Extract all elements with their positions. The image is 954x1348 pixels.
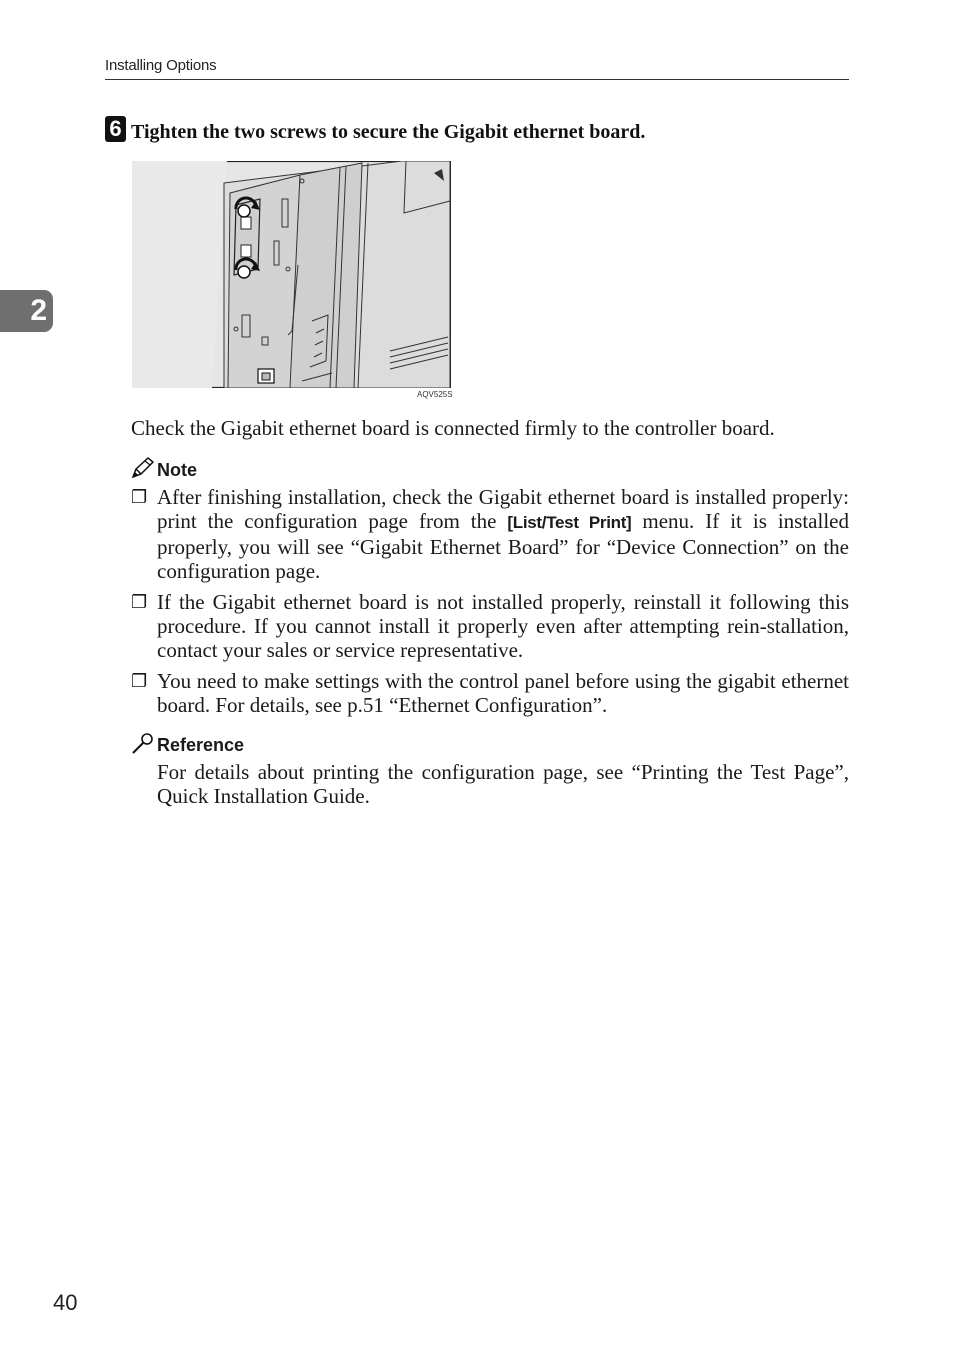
note-list	[131, 485, 849, 724]
checkbox-bullet-icon: ❐	[131, 487, 148, 507]
body-paragraph: Check the Gigabit ethernet board is connected firmly to the controller board.	[131, 416, 775, 440]
figure-code: AQV525S	[417, 390, 453, 399]
header-rule	[105, 79, 849, 80]
reference-text: For details about printing the configuration page, see “Printing the Test Page”, Quick Installation Guide.	[157, 760, 849, 808]
running-header: Installing Options	[105, 57, 217, 74]
installation-illustration	[132, 161, 451, 388]
menu-key-label: [List/Test Print]	[507, 513, 632, 532]
chapter-tab: 2	[0, 290, 53, 332]
list-item: ❐ If the Gigabit ethernet board is not installed properly, reinstall it following this procedure. If you cannot install it properly even after attempting rein-stallation, contact your sales or service representative.	[131, 590, 849, 662]
step-title: Tighten the two screws to secure the Gigabit ethernet board.	[131, 121, 646, 143]
checkbox-bullet-icon: ❐	[131, 592, 148, 612]
page-number: 40	[53, 1290, 78, 1315]
note-heading: Note	[131, 457, 197, 481]
pencil-icon	[131, 457, 155, 479]
checkbox-bullet-icon: ❐	[131, 671, 148, 691]
reference-heading: Reference	[131, 732, 244, 756]
pointer-icon	[131, 732, 155, 754]
list-item: ❐ You need to make settings with the control panel before using the gigabit ethernet board. For details, see p.51 “Ethernet Configuration”.	[131, 669, 849, 717]
list-item: ❐ After finishing installation, check the Gigabit ethernet board is installed properly: print the configuration page from the [List/Test Print] menu. If it is installed properly, you will see “Gigabit Ethernet Board” for “Device Connection” on the configuration page.	[131, 485, 849, 583]
step-number-badge: 6	[105, 116, 126, 142]
